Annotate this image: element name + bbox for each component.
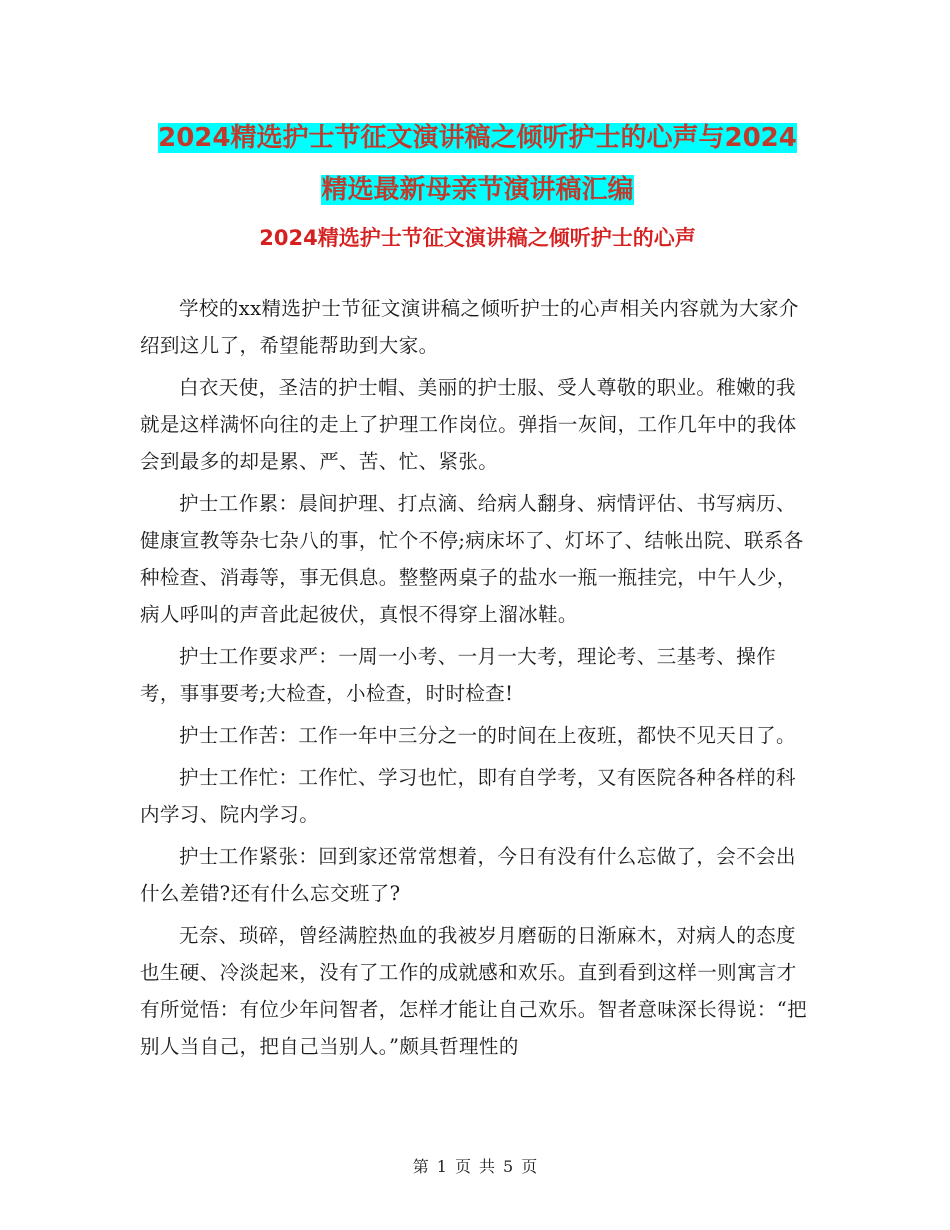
paragraph: 学校的xx精选护士节征文演讲稿之倾听护士的心声相关内容就为大家介绍到这儿了，希望能帮助到大家。 xyxy=(140,297,799,357)
footer-suffix: 页 xyxy=(521,1157,538,1176)
footer-page-word: 页 xyxy=(454,1157,471,1176)
title-line-1: 2024精选护士节征文演讲稿之倾听护士的心声与2024 xyxy=(158,123,797,153)
paragraph: 无奈、琐碎，曾经满腔热血的我被岁月磨砺的日渐麻木，对病人的态度也生硬、冷淡起来，没有了工作的成就感和欢乐。直到看到这样一则寓言才有所觉悟：有位少年问智者，怎样才能让自己欢乐。智者意味深长得说：“把别人当自己，把自己当别人。”颇具哲理性的 xyxy=(140,924,808,1058)
paragraph: 护士工作紧张：回到家还常常想着，今日有没有什么忘做了，会不会出什么差错?还有什么忘交班了? xyxy=(140,845,796,905)
body-text xyxy=(140,290,810,1070)
paragraph: 护士工作忙：工作忙、学习也忙，即有自学考，又有医院各种各样的科内学习、院内学习。 xyxy=(140,766,796,826)
footer-prefix: 第 xyxy=(412,1157,429,1176)
paragraph: 护士工作苦：工作一年中三分之一的时间在上夜班，都快不见天日了。 xyxy=(179,724,796,747)
current-page-number: 1 xyxy=(436,1157,447,1176)
paragraph: 白衣天使，圣洁的护士帽、美丽的护士服、受人尊敬的职业。稚嫩的我就是这样满怀向往的走上了护理工作岗位。弹指一灰间，工作几年中的我体会到最多的却是累、严、苦、忙、紧张。 xyxy=(140,376,797,473)
page-footer xyxy=(0,1154,950,1177)
paragraph: 护士工作累：晨间护理、打点滴、给病人翻身、病情评估、书写病历、健康宣教等杂七杂八的事，忙个不停;病床坏了、灯坏了、结帐出院、联系各种检查、消毒等，事无俱息。整整两桌子的盐水一瓶一瓶挂完，中午人少，病人呼叫的声音此起彼伏，真恨不得穿上溜冰鞋。 xyxy=(140,492,804,626)
total-pages-number: 5 xyxy=(503,1157,514,1176)
title-line-2: 精选最新母亲节演讲稿汇编 xyxy=(321,175,634,205)
section-heading: 2024精选护士节征文演讲稿之倾听护士的心声 xyxy=(259,226,696,250)
footer-total-word: 共 xyxy=(479,1157,496,1176)
paragraph: 护士工作要求严：一周一小考、一月一大考，理论考、三基考、操作考，事事要考;大检查，小检查，时时检查! xyxy=(140,645,777,705)
document-title xyxy=(140,112,815,216)
